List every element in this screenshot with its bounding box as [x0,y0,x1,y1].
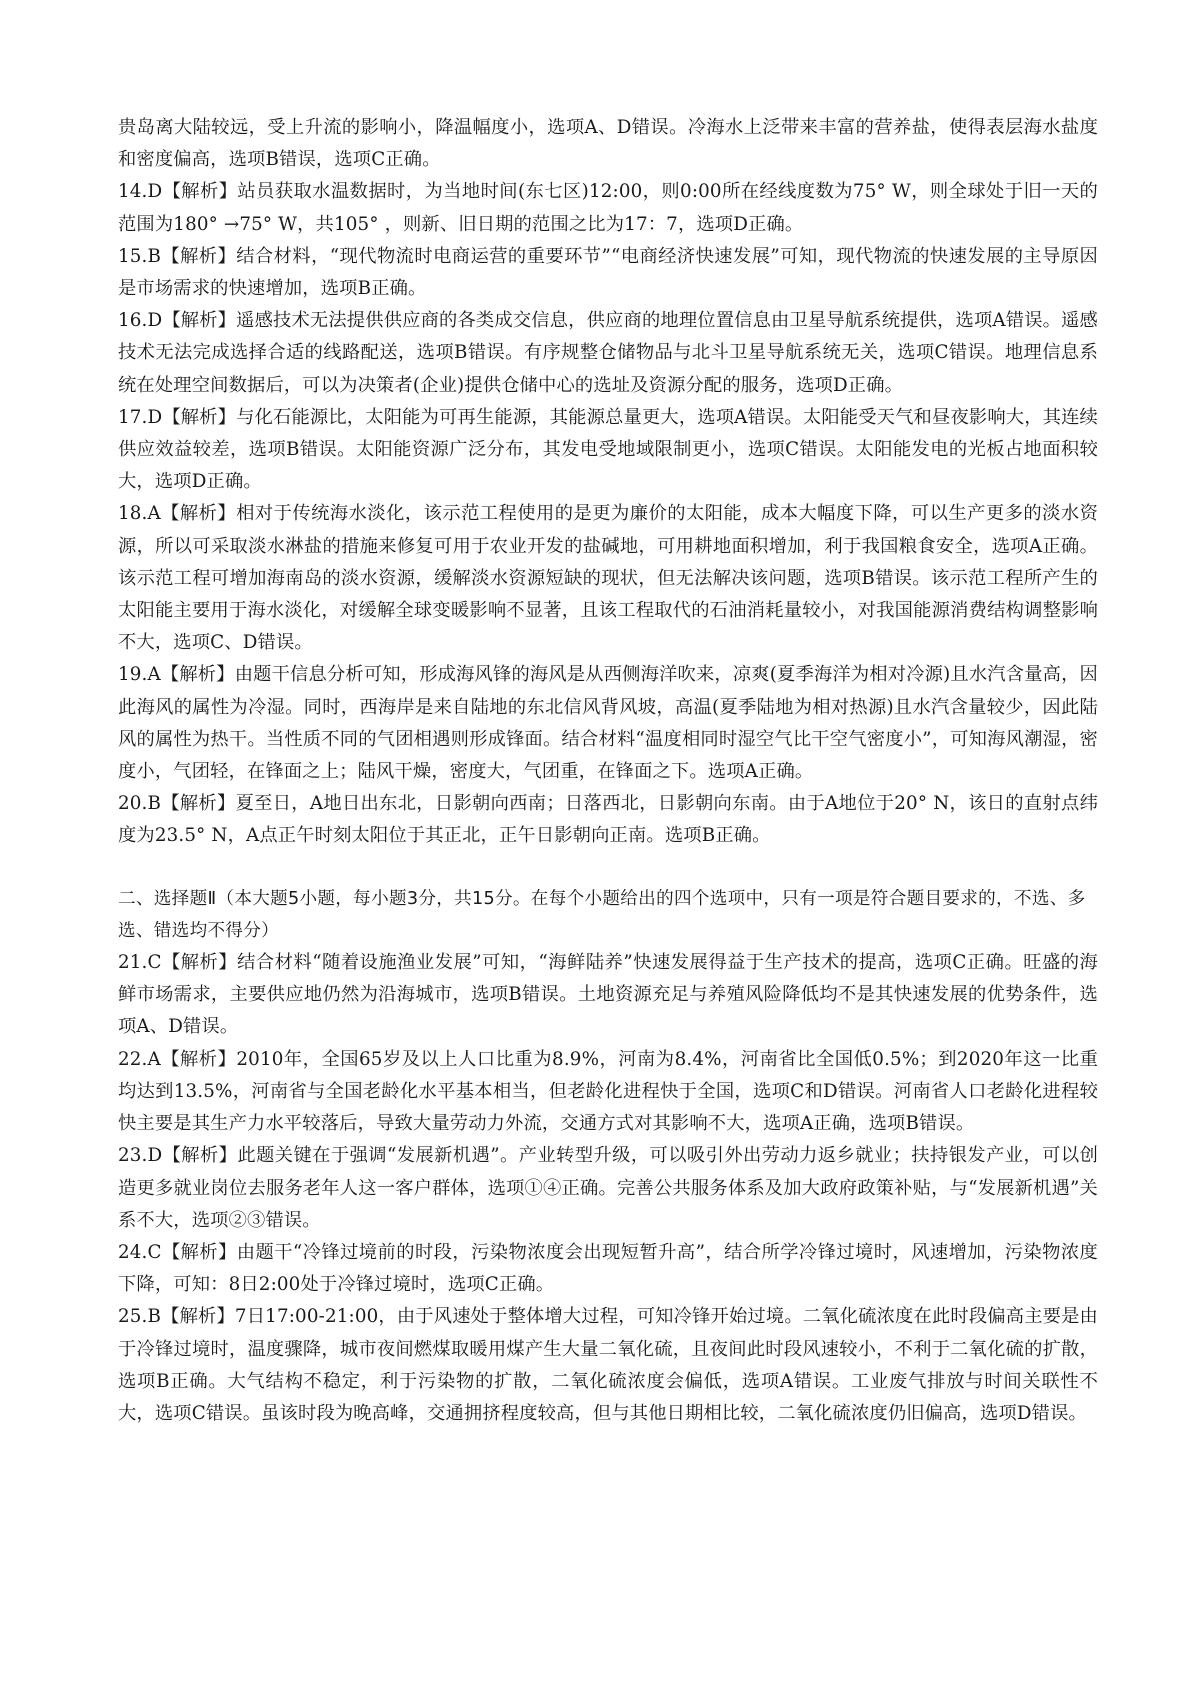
answer-17: 17.D【解析】与化石能源比，太阳能为可再生能源，其能源总量更大，选项A错误。太阳能受天气和昼夜影响大，其连续供应效益较差，选项B错误。太阳能资源广泛分布，其发电受地域限制更小，选项C错误。太阳能发电的光板占地面积较大，选项D正确。 [118,406,1098,493]
answer-24: 24.C【解析】由题干“冷锋过境前的时段，污染物浓度会出现短暂升高”，结合所学冷锋过境时，风速增加，污染物浓度下降，可知：8日2:00处于冷锋过境时，选项C正确。 [118,1241,1098,1296]
answer-19: 19.A【解析】由题干信息分析可知，形成海风锋的海风是从西侧海洋吹来，凉爽(夏季海洋为相对冷源)且水汽含量高，因此海风的属性为冷湿。同时，西海岸是来自陆地的东北信风背风坡，高温(夏季陆地为相对热源)且水汽含量较少，因此陆风的属性为热干。当性质不同的气团相遇则形成锋面。结合材料“温度相同时湿空气比干空气密度小”，可知海风潮湿，密度小，气团轻，在锋面之上；陆风干燥，密度大，气团重，在锋面之下。选项A正确。 [118,664,1098,783]
answer-16: 16.D【解析】遥感技术无法提供供应商的各类成交信息，供应商的地理位置信息由卫星导航系统提供，选项A错误。遥感技术无法完成选择合适的线路配送，选项B错误。有序规整仓储物品与北斗卫星导航系统无关，选项C错误。地理信息系统在处理空间数据后，可以为决策者(企业)提供仓储中心的选址及资源分配的服务，选项D正确。 [118,310,1098,396]
answer-15: 15.B【解析】结合材料，“现代物流时电商运营的重要环节”“电商经济快速发展”可知，现代物流的快速发展的主导原因是市场需求的快速增加，选项B正确。 [118,245,1098,300]
answer-sheet-page [118,112,1098,1430]
answer-21: 21.C【解析】结合材料“随着设施渔业发展”可知，“海鲜陆养”快速发展得益于生产技术的提高，选项C正确。旺盛的海鲜市场需求，主要供应地仍然为沿海城市，选项B错误。土地资源充足与养殖风险降低均不是其快速发展的优势条件，选项A、D错误。 [118,952,1098,1038]
intro-paragraph: 贵岛离大陆较远，受上升流的影响小，降温幅度小，选项A、D错误。冷海水上泛带来丰富的营养盐，使得表层海水盐度和密度偏高，选项B错误，选项C正确。 [118,117,1098,171]
section-heading: 二、选择题Ⅱ（本大题5小题，每小题3分，共15分。在每个小题给出的四个选项中，只有一项是符合题目要求的，不选、多选、错选均不得分） [118,888,1086,941]
answer-14: 14.D【解析】站员获取水温数据时，为当地时间(东七区)12:00，则0:00所在经线度数为75° W，则全球处于旧一天的范围为180° →75° W，共105° ，则新、旧日期的范围之比为17：7，选项D正确。 [118,181,1098,235]
answer-25: 25.B【解析】7日17:00-21:00，由于风速处于整体增大过程，可知冷锋开始过境。二氧化硫浓度在此时段偏高主要是由于冷锋过境时，温度骤降，城市夜间燃煤取暖用煤产生大量二氧化硫，且夜间此时段风速较小，不利于二氧化硫的扩散，选项B正确。大气结构不稳定，利于污染物的扩散，二氧化硫浓度会偏低，选项A错误。工业废气排放与时间关联性不大，选项C错误。虽该时段为晚高峰，交通拥挤程度较高，但与其他日期相比较，二氧化硫浓度仍旧偏高，选项D错误。 [118,1306,1098,1424]
answer-23: 23.D【解析】此题关键在于强调“发展新机遇”。产业转型升级，可以吸引外出劳动力返乡就业；扶持银发产业，可以创造更多就业岗位去服务老年人这一客户群体，选项①④正确。完善公共服务体系及加大政府政策补贴，与“发展新机遇”关系不大，选项②③错误。 [118,1145,1098,1231]
answer-22: 22.A【解析】2010年，全国65岁及以上人口比重为8.9%，河南为8.4%，河南省比全国低0.5%；到2020年这一比重均达到13.5%，河南省与全国老龄化水平基本相当，但老龄化进程快于全国，选项C和D错误。河南省人口老龄化进程较快主要是其生产力水平较落后，导致大量劳动力外流，交通方式对其影响不大，选项A正确，选项B错误。 [118,1048,1098,1135]
answer-20: 20.B【解析】夏至日，A地日出东北，日影朝向西南；日落西北，日影朝向东南。由于A地位于20° N，该日的直射点纬度为23.5° N，A点正午时刻太阳位于其正北，正午日影朝向正南。选项B正确。 [118,793,1098,847]
answer-18: 18.A【解析】相对于传统海水淡化，该示范工程使用的是更为廉价的太阳能，成本大幅度下降，可以生产更多的淡水资源，所以可采取淡水淋盐的措施来修复可用于农业开发的盐碱地，可用耕地面积增加，利于我国粮食安全，选项A正确。该示范工程可增加海南岛的淡水资源，缓解淡水资源短缺的现状，但无法解决该问题，选项B错误。该示范工程所产生的太阳能主要用于海水淡化，对缓解全球变暖影响不显著，且该工程取代的石油消耗量较小，对我国能源消费结构调整影响不大，选项C、D错误。 [118,503,1098,654]
